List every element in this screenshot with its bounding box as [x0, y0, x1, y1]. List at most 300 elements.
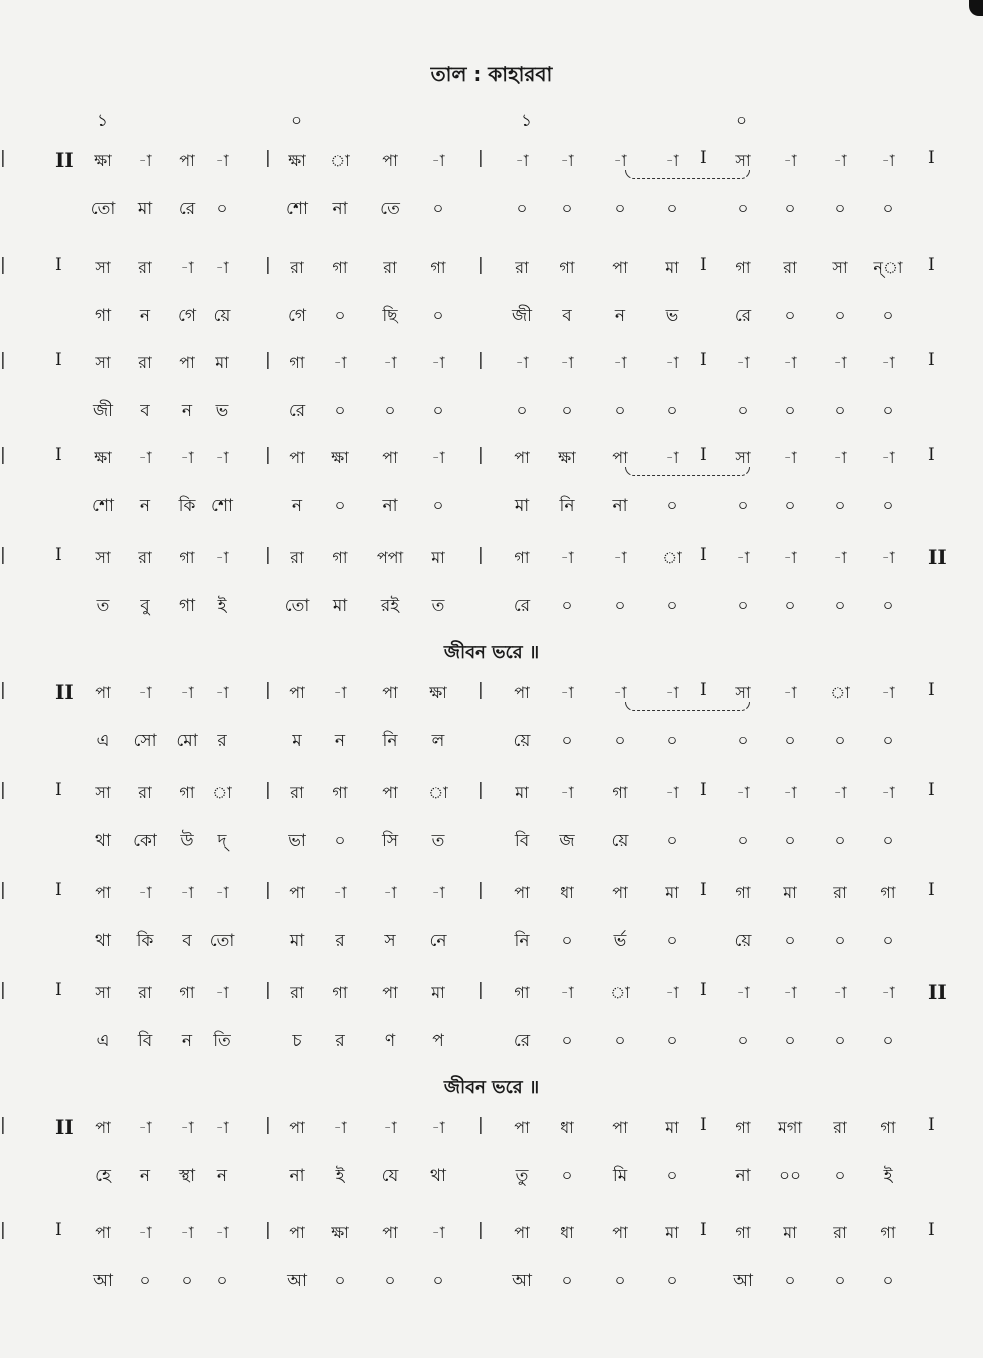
lyric-syllable: ০ — [882, 596, 894, 616]
swara-note: মা — [783, 1223, 797, 1242]
end-barline: I — [928, 880, 935, 900]
swara-note: পা — [382, 448, 398, 467]
swara-note: -া — [560, 983, 574, 1002]
lyric-syllable: র — [217, 731, 227, 751]
lyric-syllable: বি — [137, 1031, 153, 1051]
swara-note: গা — [332, 783, 348, 802]
lyric-line — [0, 828, 983, 860]
lyric-syllable: ০ — [334, 1271, 346, 1291]
swara-note: ক্ষা — [429, 683, 447, 702]
swara-note: -া — [180, 683, 194, 702]
end-barline: I — [928, 255, 935, 275]
lyric-syllable: ০ — [216, 199, 228, 219]
lyric-syllable: ভ — [665, 306, 679, 326]
vibhag-separator: | — [265, 445, 271, 465]
swara-note: সা — [735, 448, 751, 467]
vibhag-separator: I — [700, 148, 707, 168]
swara-note: রা — [833, 1118, 847, 1137]
vibhag-separator: I — [700, 1220, 707, 1240]
lyric-syllable: ব — [140, 401, 150, 421]
vibhag-separator: | — [478, 980, 484, 1000]
lyric-syllable: সি — [381, 831, 399, 851]
swara-note: পা — [382, 683, 398, 702]
lyric-syllable: ০ — [784, 596, 796, 616]
beat-markers — [0, 108, 983, 132]
lyric-syllable: ০ — [784, 931, 796, 951]
vibhag-separator: I — [700, 780, 707, 800]
swara-note: -া — [783, 548, 797, 567]
swara-note: গা — [332, 983, 348, 1002]
swara-note: -া — [333, 1118, 347, 1137]
swara-note: -া — [138, 1223, 152, 1242]
swara-note: পা — [382, 983, 398, 1002]
lyric-syllable: ০ — [561, 931, 573, 951]
lyric-syllable: ত — [431, 831, 445, 851]
swara-note: -া — [383, 1118, 397, 1137]
swara-note: -া — [431, 1223, 445, 1242]
swara-note: -া — [215, 883, 229, 902]
swara-note: পা — [514, 883, 530, 902]
swara-note: পা — [289, 448, 305, 467]
swara-note: ক্ষা — [331, 448, 349, 467]
lyric-syllable: আ — [733, 1271, 753, 1291]
vibhag-separator: I — [700, 445, 707, 465]
lyric-syllable: বি — [514, 831, 530, 851]
swara-note: -া — [783, 151, 797, 170]
swara-note: রা — [138, 983, 152, 1002]
lyric-syllable: ০ — [834, 1031, 846, 1051]
lyric-syllable: রে — [734, 306, 752, 326]
swara-note: -া — [783, 353, 797, 372]
lyric-line — [0, 1163, 983, 1195]
swara-note: -া — [736, 548, 750, 567]
swara-note: রা — [290, 983, 304, 1002]
vibhag-separator: | — [0, 1115, 6, 1135]
swara-note: -া — [383, 353, 397, 372]
lyric-syllable: ০ — [432, 496, 444, 516]
lyric-syllable: না — [332, 199, 348, 219]
vibhag-separator: | — [478, 148, 484, 168]
lyric-syllable: ল — [431, 731, 445, 751]
vibhag-separator: I — [700, 1115, 707, 1135]
lyric-syllable: ন — [614, 306, 626, 326]
lyric-syllable: ন — [291, 496, 303, 516]
swara-note: -া — [833, 548, 847, 567]
lyric-syllable: ০ — [666, 199, 678, 219]
start-barline: I — [55, 880, 62, 900]
swara-note: পা — [514, 448, 530, 467]
lyric-syllable: ০ — [666, 496, 678, 516]
swara-note: -া — [215, 151, 229, 170]
lyric-syllable: গা — [178, 596, 196, 616]
swara-note: পা — [95, 1118, 111, 1137]
lyric-syllable: ০ — [784, 199, 796, 219]
end-barline: I — [928, 680, 935, 700]
swara-note: গা — [289, 353, 305, 372]
swara-note: রা — [290, 548, 304, 567]
swara-note: -া — [138, 151, 152, 170]
lyric-syllable: ন — [181, 1031, 193, 1051]
swara-line — [0, 680, 983, 712]
swara-note: -া — [665, 783, 679, 802]
swara-note: -া — [665, 353, 679, 372]
swara-note: ক্ষা — [94, 448, 112, 467]
lyric-syllable: ০ — [334, 306, 346, 326]
swara-note: মা — [665, 883, 679, 902]
lyric-syllable: ন — [181, 401, 193, 421]
lyric-syllable: ০ — [882, 401, 894, 421]
swara-note: -া — [515, 151, 529, 170]
lyric-syllable: শো — [286, 199, 308, 219]
vibhag-separator: | — [0, 980, 6, 1000]
vibhag-separator: | — [478, 545, 484, 565]
lyric-syllable: ০ — [666, 401, 678, 421]
vibhag-separator: | — [478, 1220, 484, 1240]
lyric-syllable: র্ভ — [613, 931, 627, 951]
vibhag-separator: | — [0, 545, 6, 565]
swara-note: -া — [783, 448, 797, 467]
lyric-syllable: আ — [93, 1271, 113, 1291]
swara-note: ধা — [560, 1223, 574, 1242]
swara-note: -া — [560, 683, 574, 702]
swara-note: রা — [290, 258, 304, 277]
lyric-syllable: তো — [90, 199, 116, 219]
vibhag-separator: | — [478, 445, 484, 465]
swara-note: -া — [431, 1118, 445, 1137]
lyric-syllable: ০ — [834, 931, 846, 951]
swara-note: -া — [613, 548, 627, 567]
vibhag-separator: I — [700, 880, 707, 900]
beat-mark: ০ — [291, 111, 303, 131]
lyric-syllable: জী — [511, 306, 533, 326]
beat-mark: ০ — [736, 111, 748, 131]
start-barline: I — [55, 980, 62, 1000]
swara-note: পা — [382, 1223, 398, 1242]
lyric-syllable: ০ — [882, 1271, 894, 1291]
vibhag-separator: I — [700, 350, 707, 370]
lyric-syllable: ০ — [384, 1271, 396, 1291]
lyric-syllable: ০ — [882, 1031, 894, 1051]
swara-note: -া — [180, 1118, 194, 1137]
swara-line — [0, 350, 983, 382]
vibhag-separator: I — [700, 980, 707, 1000]
vibhag-separator: | — [478, 680, 484, 700]
vibhag-separator: | — [265, 255, 271, 275]
start-barline: I — [55, 1220, 62, 1240]
lyric-syllable: ০ — [737, 401, 749, 421]
lyric-syllable: ভা — [288, 831, 306, 851]
swara-note: পা — [612, 258, 628, 277]
swara-note: -া — [215, 983, 229, 1002]
swara-note: -া — [560, 151, 574, 170]
lyric-syllable: ০ — [561, 1031, 573, 1051]
lyric-syllable: না — [289, 1166, 305, 1186]
swara-note: সা — [735, 683, 751, 702]
lyric-syllable: ০ — [737, 831, 749, 851]
start-barline: I — [55, 255, 62, 275]
end-barline: II — [928, 545, 947, 569]
swara-note: ধা — [560, 883, 574, 902]
swara-line — [0, 1115, 983, 1147]
vibhag-separator: | — [478, 880, 484, 900]
swara-note: -া — [560, 783, 574, 802]
swara-note: -া — [613, 683, 627, 702]
lyric-syllable: ন — [139, 496, 151, 516]
swara-note: -া — [783, 783, 797, 802]
swara-note: -া — [665, 448, 679, 467]
swara-note: ধা — [560, 1118, 574, 1137]
vibhag-separator: | — [0, 780, 6, 800]
lyric-syllable: নে — [429, 931, 447, 951]
lyric-syllable: ০ — [666, 1031, 678, 1051]
swara-note: -া — [665, 683, 679, 702]
swara-note: া — [212, 783, 232, 802]
swara-note: -া — [180, 883, 194, 902]
vibhag-separator: | — [478, 350, 484, 370]
lyric-syllable: ০ — [432, 401, 444, 421]
beat-mark: ১ — [97, 111, 109, 131]
vibhag-separator: | — [0, 1220, 6, 1240]
lyric-syllable: ০ — [834, 1271, 846, 1291]
swara-note: -া — [736, 783, 750, 802]
swara-note: রা — [833, 883, 847, 902]
swara-note: -া — [215, 1223, 229, 1242]
swara-note: -া — [665, 151, 679, 170]
lyric-syllable: ০ — [334, 496, 346, 516]
swara-note: -া — [833, 448, 847, 467]
lyric-syllable: ন — [139, 1166, 151, 1186]
lyric-syllable: মা — [289, 931, 305, 951]
swara-note: মা — [515, 783, 529, 802]
lyric-line — [0, 728, 983, 760]
lyric-syllable: ০ — [834, 306, 846, 326]
lyric-syllable: স্থা — [178, 1166, 196, 1186]
lyric-syllable: মো — [176, 731, 198, 751]
swara-note: -া — [881, 151, 895, 170]
tala-title: তাল : কাহারবা — [430, 62, 553, 86]
swara-note: -া — [881, 448, 895, 467]
lyric-syllable: ০ — [561, 1166, 573, 1186]
lyric-syllable: ই — [883, 1166, 893, 1186]
lyric-syllable: ০ — [666, 931, 678, 951]
lyric-syllable: তু — [515, 1166, 529, 1186]
swara-note: -া — [333, 883, 347, 902]
swara-note: পা — [95, 1223, 111, 1242]
lyric-syllable: এ — [96, 731, 110, 751]
start-barline: II — [55, 148, 74, 172]
lyric-syllable: ০ — [882, 931, 894, 951]
lyric-syllable: ব — [182, 931, 192, 951]
lyric-syllable: ০ — [737, 596, 749, 616]
swara-line — [0, 255, 983, 287]
swara-note: -া — [138, 1118, 152, 1137]
swara-note: গা — [880, 1118, 896, 1137]
lyric-syllable: সো — [133, 731, 157, 751]
swara-note: সা — [735, 151, 751, 170]
swara-note: গা — [880, 1223, 896, 1242]
vibhag-separator: | — [265, 1115, 271, 1135]
swara-note: পা — [612, 448, 628, 467]
end-barline: I — [928, 350, 935, 370]
swara-note: রা — [138, 353, 152, 372]
beat-mark: ১ — [521, 111, 533, 131]
swara-note: -া — [881, 983, 895, 1002]
vibhag-separator: | — [0, 148, 6, 168]
lyric-syllable: ০ — [614, 1031, 626, 1051]
swara-note: গা — [332, 548, 348, 567]
swara-note: -া — [138, 883, 152, 902]
lyric-line — [0, 1268, 983, 1300]
lyric-syllable: জ — [559, 831, 575, 851]
swara-line — [0, 1220, 983, 1252]
lyric-syllable: ০ — [784, 731, 796, 751]
swara-note: গা — [735, 258, 751, 277]
lyric-line — [0, 593, 983, 625]
lyric-syllable: ০ — [882, 831, 894, 851]
swara-note: -া — [431, 353, 445, 372]
lyric-syllable: ০ — [384, 401, 396, 421]
vibhag-separator: | — [265, 880, 271, 900]
swara-note: া — [830, 683, 850, 702]
lyric-syllable: ০ — [216, 1271, 228, 1291]
swara-note: মগা — [777, 1118, 802, 1137]
lyric-syllable: ০ — [784, 1031, 796, 1051]
swara-note: -া — [215, 1118, 229, 1137]
lyric-syllable: যে — [381, 1166, 399, 1186]
lyric-syllable: ০ — [834, 199, 846, 219]
swara-note: -া — [138, 448, 152, 467]
swara-note: রা — [833, 1223, 847, 1242]
lyric-line — [0, 303, 983, 335]
lyric-syllable: বু — [140, 596, 150, 616]
lyric-syllable: ০ — [666, 731, 678, 751]
swara-note: ক্ষা — [331, 1223, 349, 1242]
swara-note: পপা — [376, 548, 404, 567]
lyric-syllable: ০ — [561, 1271, 573, 1291]
swara-note: -া — [215, 448, 229, 467]
lyric-syllable: গা — [94, 306, 112, 326]
lyric-syllable: কি — [178, 496, 196, 516]
lyric-syllable: ত — [96, 596, 110, 616]
lyric-syllable: ই — [335, 1166, 345, 1186]
lyric-syllable: ০ — [784, 401, 796, 421]
swara-note: -া — [215, 258, 229, 277]
lyric-syllable: ০০ — [778, 1166, 802, 1186]
lyric-syllable: মি — [612, 1166, 628, 1186]
lyric-syllable: না — [735, 1166, 751, 1186]
swara-note: -া — [215, 683, 229, 702]
lyric-syllable: হে — [95, 1166, 111, 1186]
vibhag-separator: | — [265, 780, 271, 800]
swara-note: গা — [612, 783, 628, 802]
lyric-syllable: চ — [292, 1031, 302, 1051]
lyric-syllable: য়ে — [513, 731, 531, 751]
lyric-syllable: ০ — [737, 1031, 749, 1051]
lyric-syllable: নি — [382, 731, 398, 751]
lyric-syllable: য়ে — [213, 306, 231, 326]
end-barline: I — [928, 780, 935, 800]
lyric-line — [0, 1028, 983, 1060]
swara-note: পা — [95, 883, 111, 902]
swara-note: রা — [138, 258, 152, 277]
swara-note: গা — [880, 883, 896, 902]
lyric-syllable: ০ — [561, 199, 573, 219]
lyric-syllable: ০ — [784, 496, 796, 516]
lyric-syllable: ০ — [834, 831, 846, 851]
swara-note: -া — [833, 353, 847, 372]
swara-note: ক্ষা — [558, 448, 576, 467]
swara-note: -া — [783, 683, 797, 702]
swara-note: -া — [333, 683, 347, 702]
vibhag-separator: | — [265, 980, 271, 1000]
lyric-syllable: ০ — [666, 1271, 678, 1291]
lyric-line — [0, 196, 983, 228]
swara-note: পা — [179, 151, 195, 170]
swara-note: গা — [559, 258, 575, 277]
lyric-syllable: ০ — [561, 596, 573, 616]
swara-note: -া — [833, 983, 847, 1002]
swara-note: পা — [514, 683, 530, 702]
lyric-syllable: ০ — [882, 199, 894, 219]
lyric-syllable: ০ — [834, 731, 846, 751]
swara-note: া — [662, 548, 682, 567]
swara-note: -া — [515, 353, 529, 372]
lyric-syllable: স — [384, 931, 396, 951]
swara-note: -া — [736, 983, 750, 1002]
start-barline: I — [55, 350, 62, 370]
swara-note: মা — [215, 353, 229, 372]
swara-note: -া — [138, 683, 152, 702]
swara-note: গা — [735, 1223, 751, 1242]
swara-note: গা — [179, 783, 195, 802]
lyric-syllable: এ — [96, 1031, 110, 1051]
end-barline: II — [928, 980, 947, 1004]
swara-note: সা — [832, 258, 848, 277]
lyric-syllable: ন — [139, 306, 151, 326]
lyric-syllable: ০ — [737, 199, 749, 219]
lyric-syllable: দ্ — [217, 831, 227, 851]
swara-note: মা — [431, 548, 445, 567]
lyric-syllable: কো — [133, 831, 157, 851]
swara-note: ক্ষা — [94, 151, 112, 170]
end-barline: I — [928, 1220, 935, 1240]
swara-note: -া — [613, 353, 627, 372]
lyric-syllable: ০ — [561, 731, 573, 751]
lyric-syllable: ন — [334, 731, 346, 751]
lyric-syllable: গে — [177, 306, 197, 326]
meend-slur — [625, 702, 750, 711]
lyric-syllable: আ — [287, 1271, 307, 1291]
lyric-syllable: মা — [514, 496, 530, 516]
lyric-syllable: ০ — [614, 401, 626, 421]
vibhag-separator: I — [700, 545, 707, 565]
lyric-line — [0, 493, 983, 525]
lyric-syllable: ণ — [384, 1031, 396, 1051]
swara-note: ন্া — [873, 258, 903, 277]
swara-note: সা — [95, 783, 111, 802]
swara-note: মা — [665, 258, 679, 277]
lyric-syllable: থা — [95, 831, 111, 851]
swara-note: গা — [514, 548, 530, 567]
swara-note: রা — [383, 258, 397, 277]
lyric-syllable: আ — [512, 1271, 532, 1291]
lyric-syllable: য়ে — [611, 831, 629, 851]
swara-note: -া — [881, 548, 895, 567]
vibhag-separator: | — [478, 780, 484, 800]
lyric-syllable: ০ — [666, 831, 678, 851]
swara-note: া — [428, 783, 448, 802]
meend-slur — [625, 170, 750, 179]
